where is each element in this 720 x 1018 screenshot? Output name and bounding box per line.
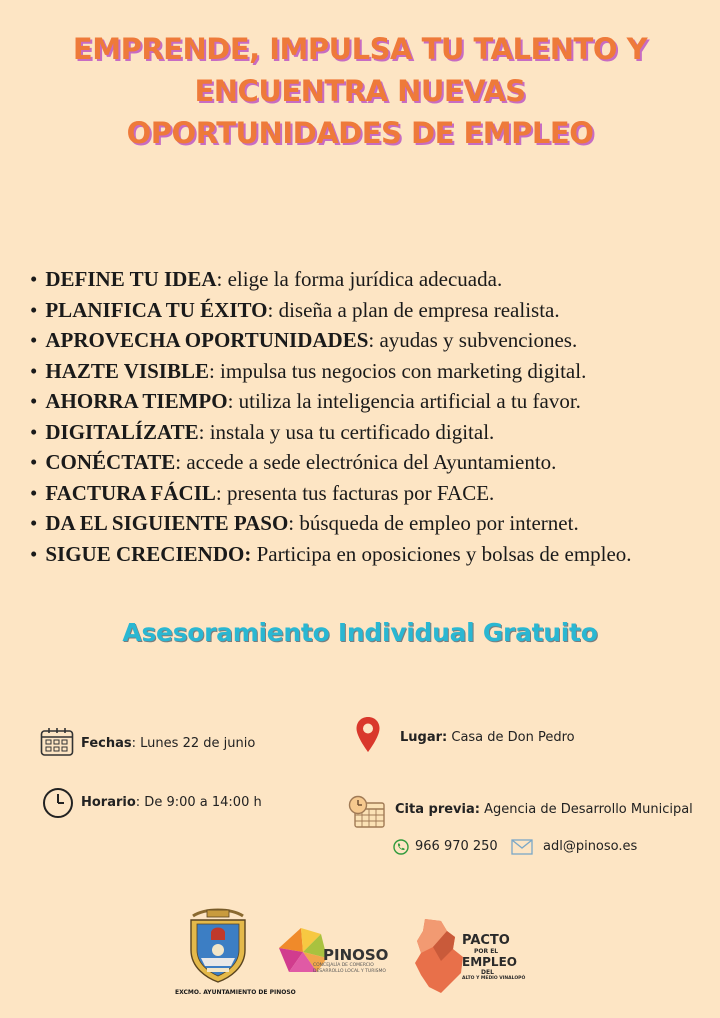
fechas-info: Fechas: Lunes 22 de junio xyxy=(81,736,256,751)
list-item: • DEFINE TU IDEA: elige la forma jurídica adecuada. xyxy=(30,264,710,295)
lugar-info: Lugar: Casa de Don Pedro xyxy=(400,730,575,745)
list-item: • DA EL SIGUIENTE PASO: búsqueda de empleo por internet. xyxy=(30,508,710,539)
list-item: • SIGUE CRECIENDO: Participa en oposiciones y bolsas de empleo. xyxy=(30,539,710,570)
appointment-icon xyxy=(348,795,386,829)
list-item: • PLANIFICA TU ÉXITO: diseña a plan de empresa realista. xyxy=(30,295,710,326)
list-item: • DIGITALÍZATE: instala y usa tu certificado digital. xyxy=(30,417,710,448)
headline-line-1: EMPRENDE, IMPULSA TU TALENTO Y xyxy=(72,32,648,66)
cita-info: Cita previa: Agencia de Desarrollo Municipal xyxy=(395,802,693,817)
pacto-line-5: ALTO Y MEDIO VINALOPÓ xyxy=(462,976,526,981)
mail-icon xyxy=(511,838,533,856)
list-item: • HAZTE VISIBLE: impulsa tus negocios con marketing digital. xyxy=(30,356,710,387)
phone-number: 966 970 250 xyxy=(415,839,498,854)
ayuntamiento-caption: EXCMO. AYUNTAMIENTO DE PINOSO xyxy=(175,989,296,996)
bullet-list xyxy=(30,264,710,569)
ayuntamiento-crest-icon xyxy=(185,906,251,986)
horario-info: Horario: De 9:00 a 14:00 h xyxy=(81,795,262,810)
pacto-line-2: POR EL xyxy=(474,948,499,955)
phone-icon xyxy=(393,839,409,855)
pacto-line-4: DEL xyxy=(481,969,494,976)
list-item: • FACTURA FÁCIL: presenta tus facturas por FACE. xyxy=(30,478,710,509)
headline xyxy=(0,28,720,154)
email-address: adl@pinoso.es xyxy=(543,839,638,854)
pacto-line-1: PACTO xyxy=(462,933,510,948)
advice-title: Asesoramiento Individual Gratuito xyxy=(122,618,598,647)
headline-line-2: ENCUENTRA NUEVAS xyxy=(194,74,526,108)
pinoso-subtitle-2: DESARROLLO LOCAL Y TURISMO xyxy=(313,969,386,974)
list-item: • AHORRA TIEMPO: utiliza la inteligencia artificial a tu favor. xyxy=(30,386,710,417)
calendar-icon xyxy=(40,727,74,757)
clock-icon xyxy=(42,787,74,819)
list-item: • APROVECHA OPORTUNIDADES: ayudas y subvenciones. xyxy=(30,325,710,356)
headline-line-3: OPORTUNIDADES DE EMPLEO xyxy=(126,116,594,150)
pinoso-subtitle-1: CONCEJALÍA DE COMERCIO xyxy=(313,963,374,968)
pacto-line-3: EMPLEO xyxy=(462,955,517,969)
location-pin-icon xyxy=(355,716,381,754)
list-item: • CONÉCTATE: accede a sede electrónica del Ayuntamiento. xyxy=(30,447,710,478)
pacto-map-icon xyxy=(411,917,469,995)
pinoso-name: PINOSO xyxy=(323,946,389,964)
